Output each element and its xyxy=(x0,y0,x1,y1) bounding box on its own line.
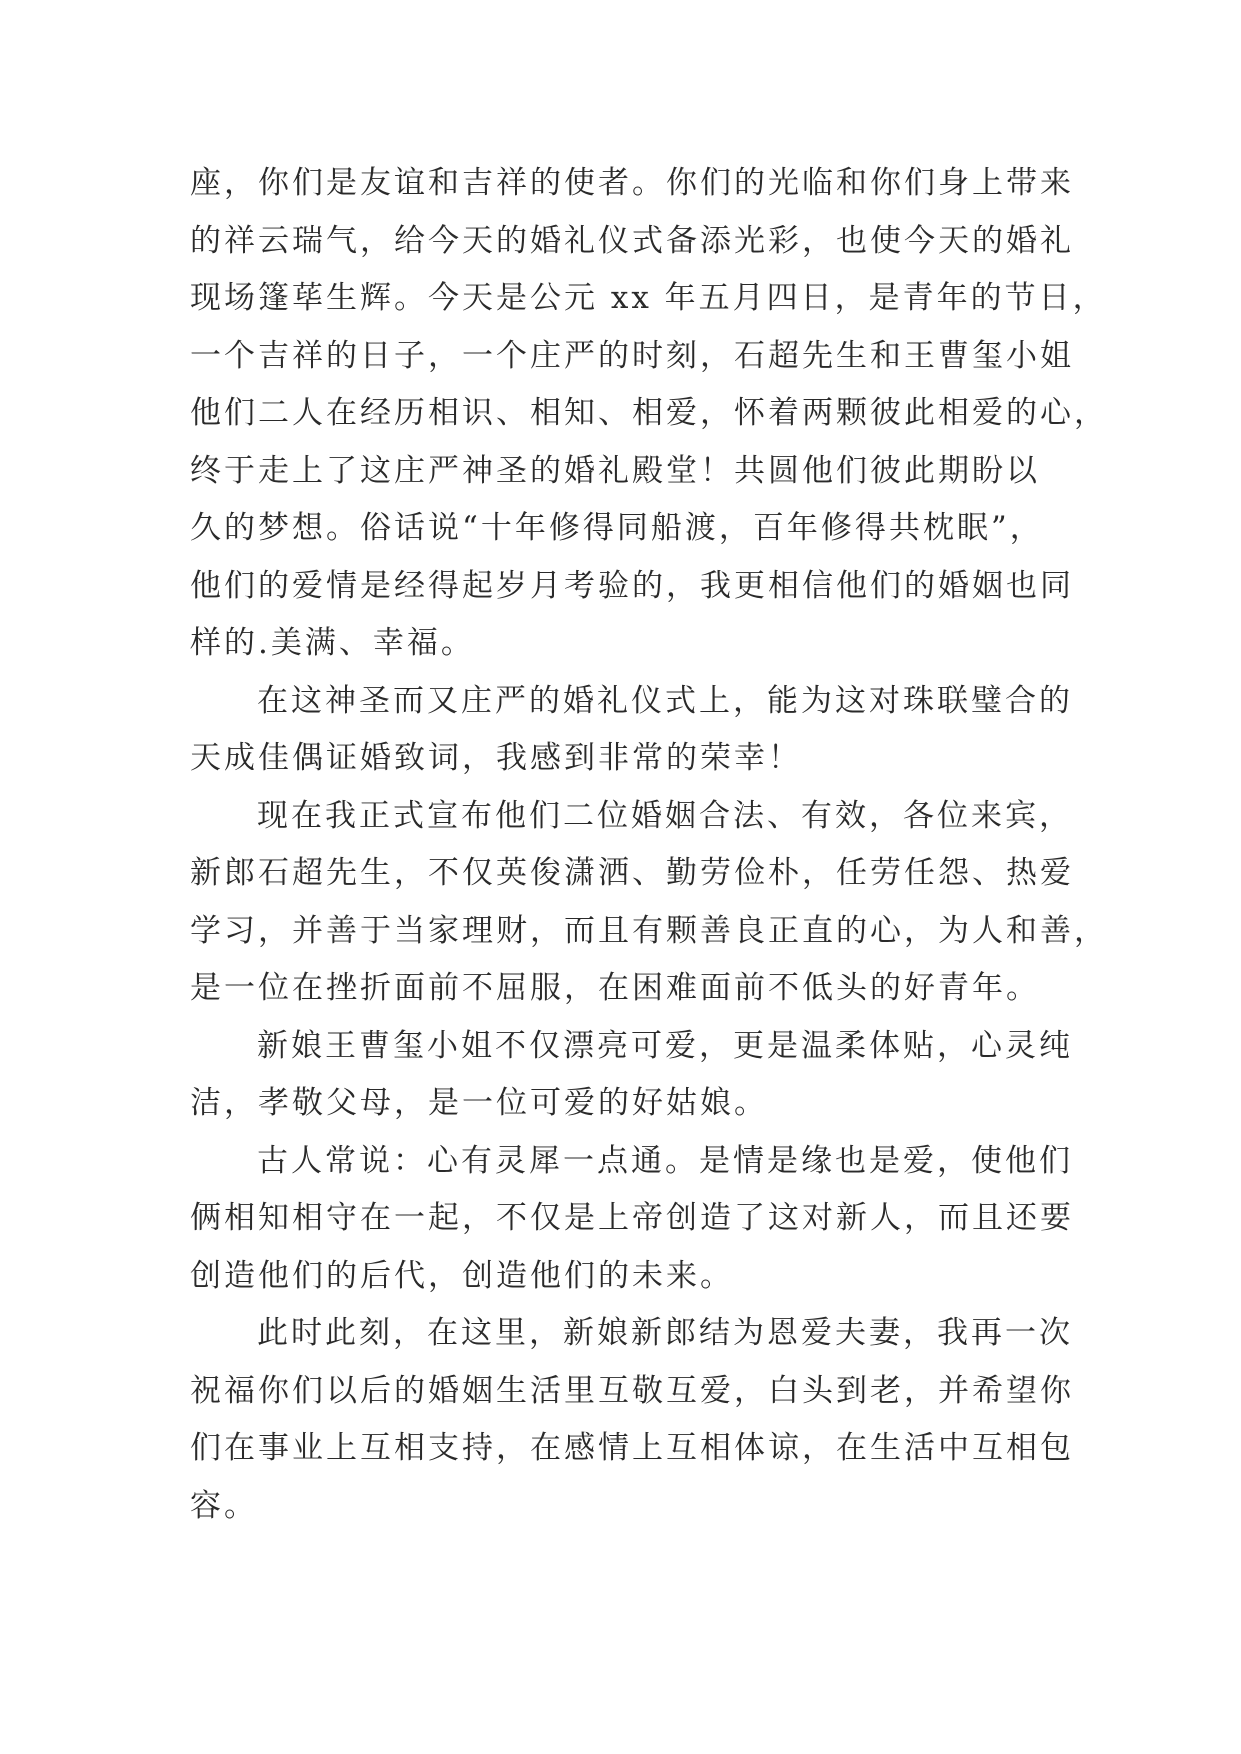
document-body xyxy=(190,155,1108,1535)
paragraph-start-line: 此时此刻，在这里，新娘新郎结为恩爱夫妻，我再一次 xyxy=(257,1315,1073,1351)
paragraph-start-line: 现在我正式宣布他们二位婚姻合法、有效，各位来宾， xyxy=(257,797,1073,834)
paragraph-start-line: 新娘王曹玺小姐不仅漂亮可爱，更是温柔体贴，心灵纯 xyxy=(257,1027,1073,1064)
text-line: 天成佳偶证婚致词，我感到非常的荣幸！ xyxy=(190,740,802,776)
paragraph-start-line: 在这神圣而又庄严的婚礼仪式上，能为这对珠联璧合的 xyxy=(257,682,1073,719)
text-line: 学习，并善于当家理财，而且有颗善良正直的心，为人和善， xyxy=(190,912,1108,949)
text-line: 久的梦想。俗话说“十年修得同船渡，百年修得共枕眠”， xyxy=(190,510,1044,546)
text-line: 现场篷荜生辉。今天是公元 xx 年五月四日，是青年的节日， xyxy=(190,280,1107,316)
paragraph-start-line: 古人常说：心有灵犀一点通。是情是缘也是爱，使他们 xyxy=(257,1142,1073,1179)
text-line: 一个吉祥的日子，一个庄严的时刻，石超先生和王曹玺小姐 xyxy=(190,337,1074,374)
text-line: 新郎石超先生，不仅英俊潇洒、勤劳俭朴，任劳任怨、热爱 xyxy=(190,855,1074,891)
text-line: 容。 xyxy=(190,1487,258,1524)
text-line: 们在事业上互相支持，在感情上互相体谅，在生活中互相包 xyxy=(190,1430,1074,1466)
text-line: 创造他们的后代，创造他们的未来。 xyxy=(190,1257,734,1294)
text-line: 终于走上了这庄严神圣的婚礼殿堂！共圆他们彼此期盼以 xyxy=(190,452,1040,489)
text-line: 他们二人在经历相识、相知、相爱，怀着两颗彼此相爱的心， xyxy=(190,395,1108,431)
text-line: 洁，孝敬父母，是一位可爱的好姑娘。 xyxy=(190,1085,768,1121)
text-line: 俩相知相守在一起，不仅是上帝创造了这对新人，而且还要 xyxy=(190,1200,1074,1236)
text-line: 祝福你们以后的婚姻生活里互敬互爱，白头到老，并希望你 xyxy=(190,1372,1074,1409)
text-line: 的祥云瑞气，给今天的婚礼仪式备添光彩，也使今天的婚礼 xyxy=(190,222,1074,259)
text-line: 样的.美满、幸福。 xyxy=(190,625,475,661)
text-line: 座，你们是友谊和吉祥的使者。你们的光临和你们身上带来 xyxy=(190,165,1074,201)
text-line: 是一位在挫折面前不屈服，在困难面前不低头的好青年。 xyxy=(190,970,1040,1006)
text-line: 他们的爱情是经得起岁月考验的，我更相信他们的婚姻也同 xyxy=(190,567,1074,604)
